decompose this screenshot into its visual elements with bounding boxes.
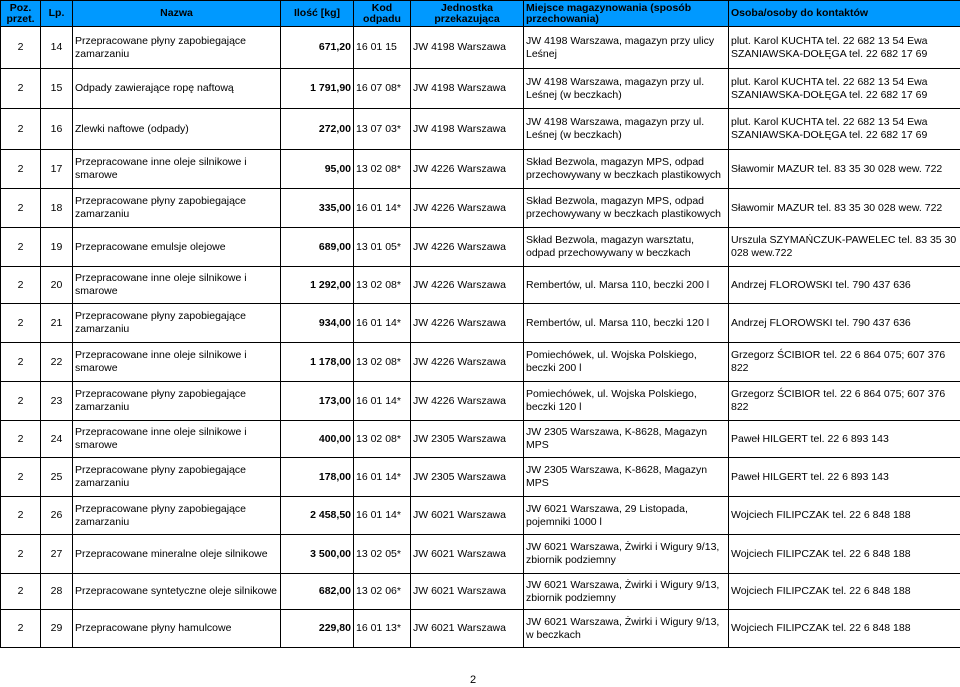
cell-miejsce: JW 6021 Warszawa, Żwirki i Wigury 9/13, zbiornik podziemny [524, 574, 729, 610]
table-row [1, 610, 960, 648]
cell-lp: 19 [41, 228, 73, 267]
header-kod: Kod odpadu [354, 1, 411, 27]
cell-nazwa: Przepracowane płyny zapobiegające zamarzaniu [73, 382, 281, 421]
cell-ilosc: 1 292,00 [281, 267, 354, 304]
cell-nazwa: Przepracowane płyny zapobiegające zamarzaniu [73, 27, 281, 69]
header-nazwa: Nazwa [73, 1, 281, 27]
cell-miejsce: Skład Bezwola, magazyn MPS, odpad przechowywany w beczkach plastikowych [524, 150, 729, 189]
cell-ilosc: 178,00 [281, 458, 354, 497]
cell-nazwa: Przepracowane inne oleje silnikowe i smarowe [73, 150, 281, 189]
table-row [1, 27, 960, 69]
cell-nazwa: Przepracowane inne oleje silnikowe i smarowe [73, 267, 281, 304]
cell-jednostka: JW 4226 Warszawa [411, 267, 524, 304]
cell-miejsce: Skład Bezwola, magazyn warsztatu, odpad przechowywany w beczkach [524, 228, 729, 267]
cell-lp: 27 [41, 535, 73, 574]
cell-nazwa: Przepracowane płyny zapobiegające zamarzaniu [73, 458, 281, 497]
cell-miejsce: JW 2305 Warszawa, K-8628, Magazyn MPS [524, 421, 729, 458]
cell-lp: 29 [41, 610, 73, 648]
cell-lp: 24 [41, 421, 73, 458]
cell-lp: 18 [41, 189, 73, 228]
cell-jednostka: JW 2305 Warszawa [411, 421, 524, 458]
cell-ilosc: 682,00 [281, 574, 354, 610]
cell-jednostka: JW 4198 Warszawa [411, 69, 524, 109]
cell-nazwa: Przepracowane płyny zapobiegające zamarzaniu [73, 497, 281, 535]
cell-poz: 2 [1, 228, 41, 267]
cell-miejsce: Skład Bezwola, magazyn MPS, odpad przechowywany w beczkach plastikowych [524, 189, 729, 228]
cell-ilosc: 1 791,90 [281, 69, 354, 109]
cell-kod: 13 07 03* [354, 109, 411, 150]
cell-miejsce: Pomiechówek, ul. Wojska Polskiego, beczki 120 l [524, 382, 729, 421]
cell-osoba: Andrzej FLOROWSKI tel. 790 437 636 [729, 267, 960, 304]
cell-kod: 13 02 05* [354, 535, 411, 574]
cell-nazwa: Przepracowane płyny hamulcowe [73, 610, 281, 648]
cell-jednostka: JW 4226 Warszawa [411, 382, 524, 421]
table-row [1, 343, 960, 382]
cell-ilosc: 335,00 [281, 189, 354, 228]
cell-poz: 2 [1, 267, 41, 304]
cell-jednostka: JW 4226 Warszawa [411, 189, 524, 228]
cell-nazwa: Przepracowane płyny zapobiegające zamarzaniu [73, 189, 281, 228]
cell-kod: 16 07 08* [354, 69, 411, 109]
cell-poz: 2 [1, 458, 41, 497]
cell-osoba: Grzegorz ŚCIBIOR tel. 22 6 864 075; 607 376 822 [729, 343, 960, 382]
cell-ilosc: 400,00 [281, 421, 354, 458]
cell-osoba: Paweł HILGERT tel. 22 6 893 143 [729, 458, 960, 497]
cell-osoba: Andrzej FLOROWSKI tel. 790 437 636 [729, 304, 960, 343]
table-row [1, 497, 960, 535]
cell-miejsce: JW 2305 Warszawa, K-8628, Magazyn MPS [524, 458, 729, 497]
cell-jednostka: JW 6021 Warszawa [411, 574, 524, 610]
cell-nazwa: Przepracowane mineralne oleje silnikowe [73, 535, 281, 574]
cell-poz: 2 [1, 574, 41, 610]
cell-osoba: Urszula SZYMAŃCZUK-PAWELEC tel. 83 35 30 028 wew.722 [729, 228, 960, 267]
cell-jednostka: JW 6021 Warszawa [411, 497, 524, 535]
cell-nazwa: Odpady zawierające ropę naftową [73, 69, 281, 109]
cell-jednostka: JW 4198 Warszawa [411, 109, 524, 150]
header-lp: Lp. [41, 1, 73, 27]
cell-ilosc: 2 458,50 [281, 497, 354, 535]
cell-nazwa: Przepracowane syntetyczne oleje silnikowe [73, 574, 281, 610]
cell-miejsce: Pomiechówek, ul. Wojska Polskiego, beczki 200 l [524, 343, 729, 382]
cell-lp: 16 [41, 109, 73, 150]
table-header-row [1, 1, 960, 27]
cell-lp: 21 [41, 304, 73, 343]
cell-poz: 2 [1, 610, 41, 648]
cell-miejsce: Rembertów, ul. Marsa 110, beczki 200 l [524, 267, 729, 304]
cell-poz: 2 [1, 382, 41, 421]
cell-lp: 20 [41, 267, 73, 304]
cell-kod: 16 01 13* [354, 610, 411, 648]
cell-osoba: plut. Karol KUCHTA tel. 22 682 13 54 Ewa SZANIAWSKA-DOŁĘGA tel. 22 682 17 69 [729, 109, 960, 150]
cell-lp: 26 [41, 497, 73, 535]
table-row [1, 458, 960, 497]
cell-ilosc: 1 178,00 [281, 343, 354, 382]
cell-osoba: Wojciech FILIPCZAK tel. 22 6 848 188 [729, 497, 960, 535]
cell-poz: 2 [1, 189, 41, 228]
cell-nazwa: Zlewki naftowe (odpady) [73, 109, 281, 150]
cell-jednostka: JW 6021 Warszawa [411, 535, 524, 574]
cell-jednostka: JW 2305 Warszawa [411, 458, 524, 497]
cell-poz: 2 [1, 109, 41, 150]
cell-osoba: Wojciech FILIPCZAK tel. 22 6 848 188 [729, 574, 960, 610]
cell-ilosc: 173,00 [281, 382, 354, 421]
cell-ilosc: 272,00 [281, 109, 354, 150]
cell-miejsce: JW 4198 Warszawa, magazyn przy ul. Leśnej (w beczkach) [524, 109, 729, 150]
cell-lp: 22 [41, 343, 73, 382]
table-row [1, 150, 960, 189]
cell-ilosc: 95,00 [281, 150, 354, 189]
cell-kod: 13 02 08* [354, 267, 411, 304]
cell-jednostka: JW 4226 Warszawa [411, 343, 524, 382]
cell-osoba: Sławomir MAZUR tel. 83 35 30 028 wew. 722 [729, 150, 960, 189]
cell-osoba: Wojciech FILIPCZAK tel. 22 6 848 188 [729, 535, 960, 574]
cell-nazwa: Przepracowane płyny zapobiegające zamarzaniu [73, 304, 281, 343]
cell-osoba: Wojciech FILIPCZAK tel. 22 6 848 188 [729, 610, 960, 648]
cell-kod: 16 01 14* [354, 189, 411, 228]
cell-poz: 2 [1, 497, 41, 535]
cell-poz: 2 [1, 69, 41, 109]
cell-miejsce: JW 6021 Warszawa, Żwirki i Wigury 9/13, w beczkach [524, 610, 729, 648]
cell-lp: 14 [41, 27, 73, 69]
cell-lp: 15 [41, 69, 73, 109]
cell-poz: 2 [1, 304, 41, 343]
table-row [1, 109, 960, 150]
table-row [1, 304, 960, 343]
cell-jednostka: JW 4198 Warszawa [411, 27, 524, 69]
table-row [1, 69, 960, 109]
cell-jednostka: JW 4226 Warszawa [411, 150, 524, 189]
cell-miejsce: Rembertów, ul. Marsa 110, beczki 120 l [524, 304, 729, 343]
header-miejsce: Miejsce magazynowania (sposób przechowania) [524, 1, 729, 27]
cell-kod: 16 01 14* [354, 497, 411, 535]
cell-kod: 16 01 15 [354, 27, 411, 69]
cell-ilosc: 689,00 [281, 228, 354, 267]
table-row [1, 535, 960, 574]
table-row [1, 574, 960, 610]
table-row [1, 382, 960, 421]
cell-kod: 13 01 05* [354, 228, 411, 267]
cell-ilosc: 229,80 [281, 610, 354, 648]
cell-osoba: Grzegorz ŚCIBIOR tel. 22 6 864 075; 607 376 822 [729, 382, 960, 421]
cell-kod: 16 01 14* [354, 458, 411, 497]
header-osoba: Osoba/osoby do kontaktów [729, 1, 960, 27]
cell-ilosc: 671,20 [281, 27, 354, 69]
cell-kod: 13 02 08* [354, 421, 411, 458]
cell-kod: 16 01 14* [354, 304, 411, 343]
cell-osoba: plut. Karol KUCHTA tel. 22 682 13 54 Ewa SZANIAWSKA-DOŁĘGA tel. 22 682 17 69 [729, 69, 960, 109]
cell-osoba: plut. Karol KUCHTA tel. 22 682 13 54 Ewa SZANIAWSKA-DOŁĘGA tel. 22 682 17 69 [729, 27, 960, 69]
cell-kod: 13 02 08* [354, 343, 411, 382]
cell-miejsce: JW 4198 Warszawa, magazyn przy ulicy Leśnej [524, 27, 729, 69]
cell-osoba: Paweł HILGERT tel. 22 6 893 143 [729, 421, 960, 458]
cell-ilosc: 3 500,00 [281, 535, 354, 574]
table-row [1, 228, 960, 267]
cell-poz: 2 [1, 150, 41, 189]
table-row [1, 189, 960, 228]
cell-lp: 23 [41, 382, 73, 421]
cell-kod: 13 02 08* [354, 150, 411, 189]
header-jednostka: Jednostka przekazująca [411, 1, 524, 27]
cell-lp: 28 [41, 574, 73, 610]
table-row [1, 267, 960, 304]
cell-nazwa: Przepracowane inne oleje silnikowe i smarowe [73, 343, 281, 382]
cell-ilosc: 934,00 [281, 304, 354, 343]
cell-poz: 2 [1, 343, 41, 382]
cell-poz: 2 [1, 421, 41, 458]
cell-lp: 17 [41, 150, 73, 189]
cell-kod: 13 02 06* [354, 574, 411, 610]
table-row [1, 421, 960, 458]
header-ilosc: Ilość [kg] [281, 1, 354, 27]
cell-poz: 2 [1, 535, 41, 574]
cell-jednostka: JW 4226 Warszawa [411, 228, 524, 267]
cell-miejsce: JW 6021 Warszawa, Żwirki i Wigury 9/13, zbiornik podziemny [524, 535, 729, 574]
cell-poz: 2 [1, 27, 41, 69]
cell-jednostka: JW 6021 Warszawa [411, 610, 524, 648]
cell-jednostka: JW 4226 Warszawa [411, 304, 524, 343]
cell-kod: 16 01 14* [354, 382, 411, 421]
cell-osoba: Sławomir MAZUR tel. 83 35 30 028 wew. 722 [729, 189, 960, 228]
cell-nazwa: Przepracowane inne oleje silnikowe i smarowe [73, 421, 281, 458]
page-number: 2 [470, 674, 477, 686]
cell-miejsce: JW 4198 Warszawa, magazyn przy ul. Leśnej (w beczkach) [524, 69, 729, 109]
header-poz: Poz. przet. [1, 1, 41, 27]
cell-nazwa: Przepracowane emulsje olejowe [73, 228, 281, 267]
cell-miejsce: JW 6021 Warszawa, 29 Listopada, pojemniki 1000 l [524, 497, 729, 535]
cell-lp: 25 [41, 458, 73, 497]
